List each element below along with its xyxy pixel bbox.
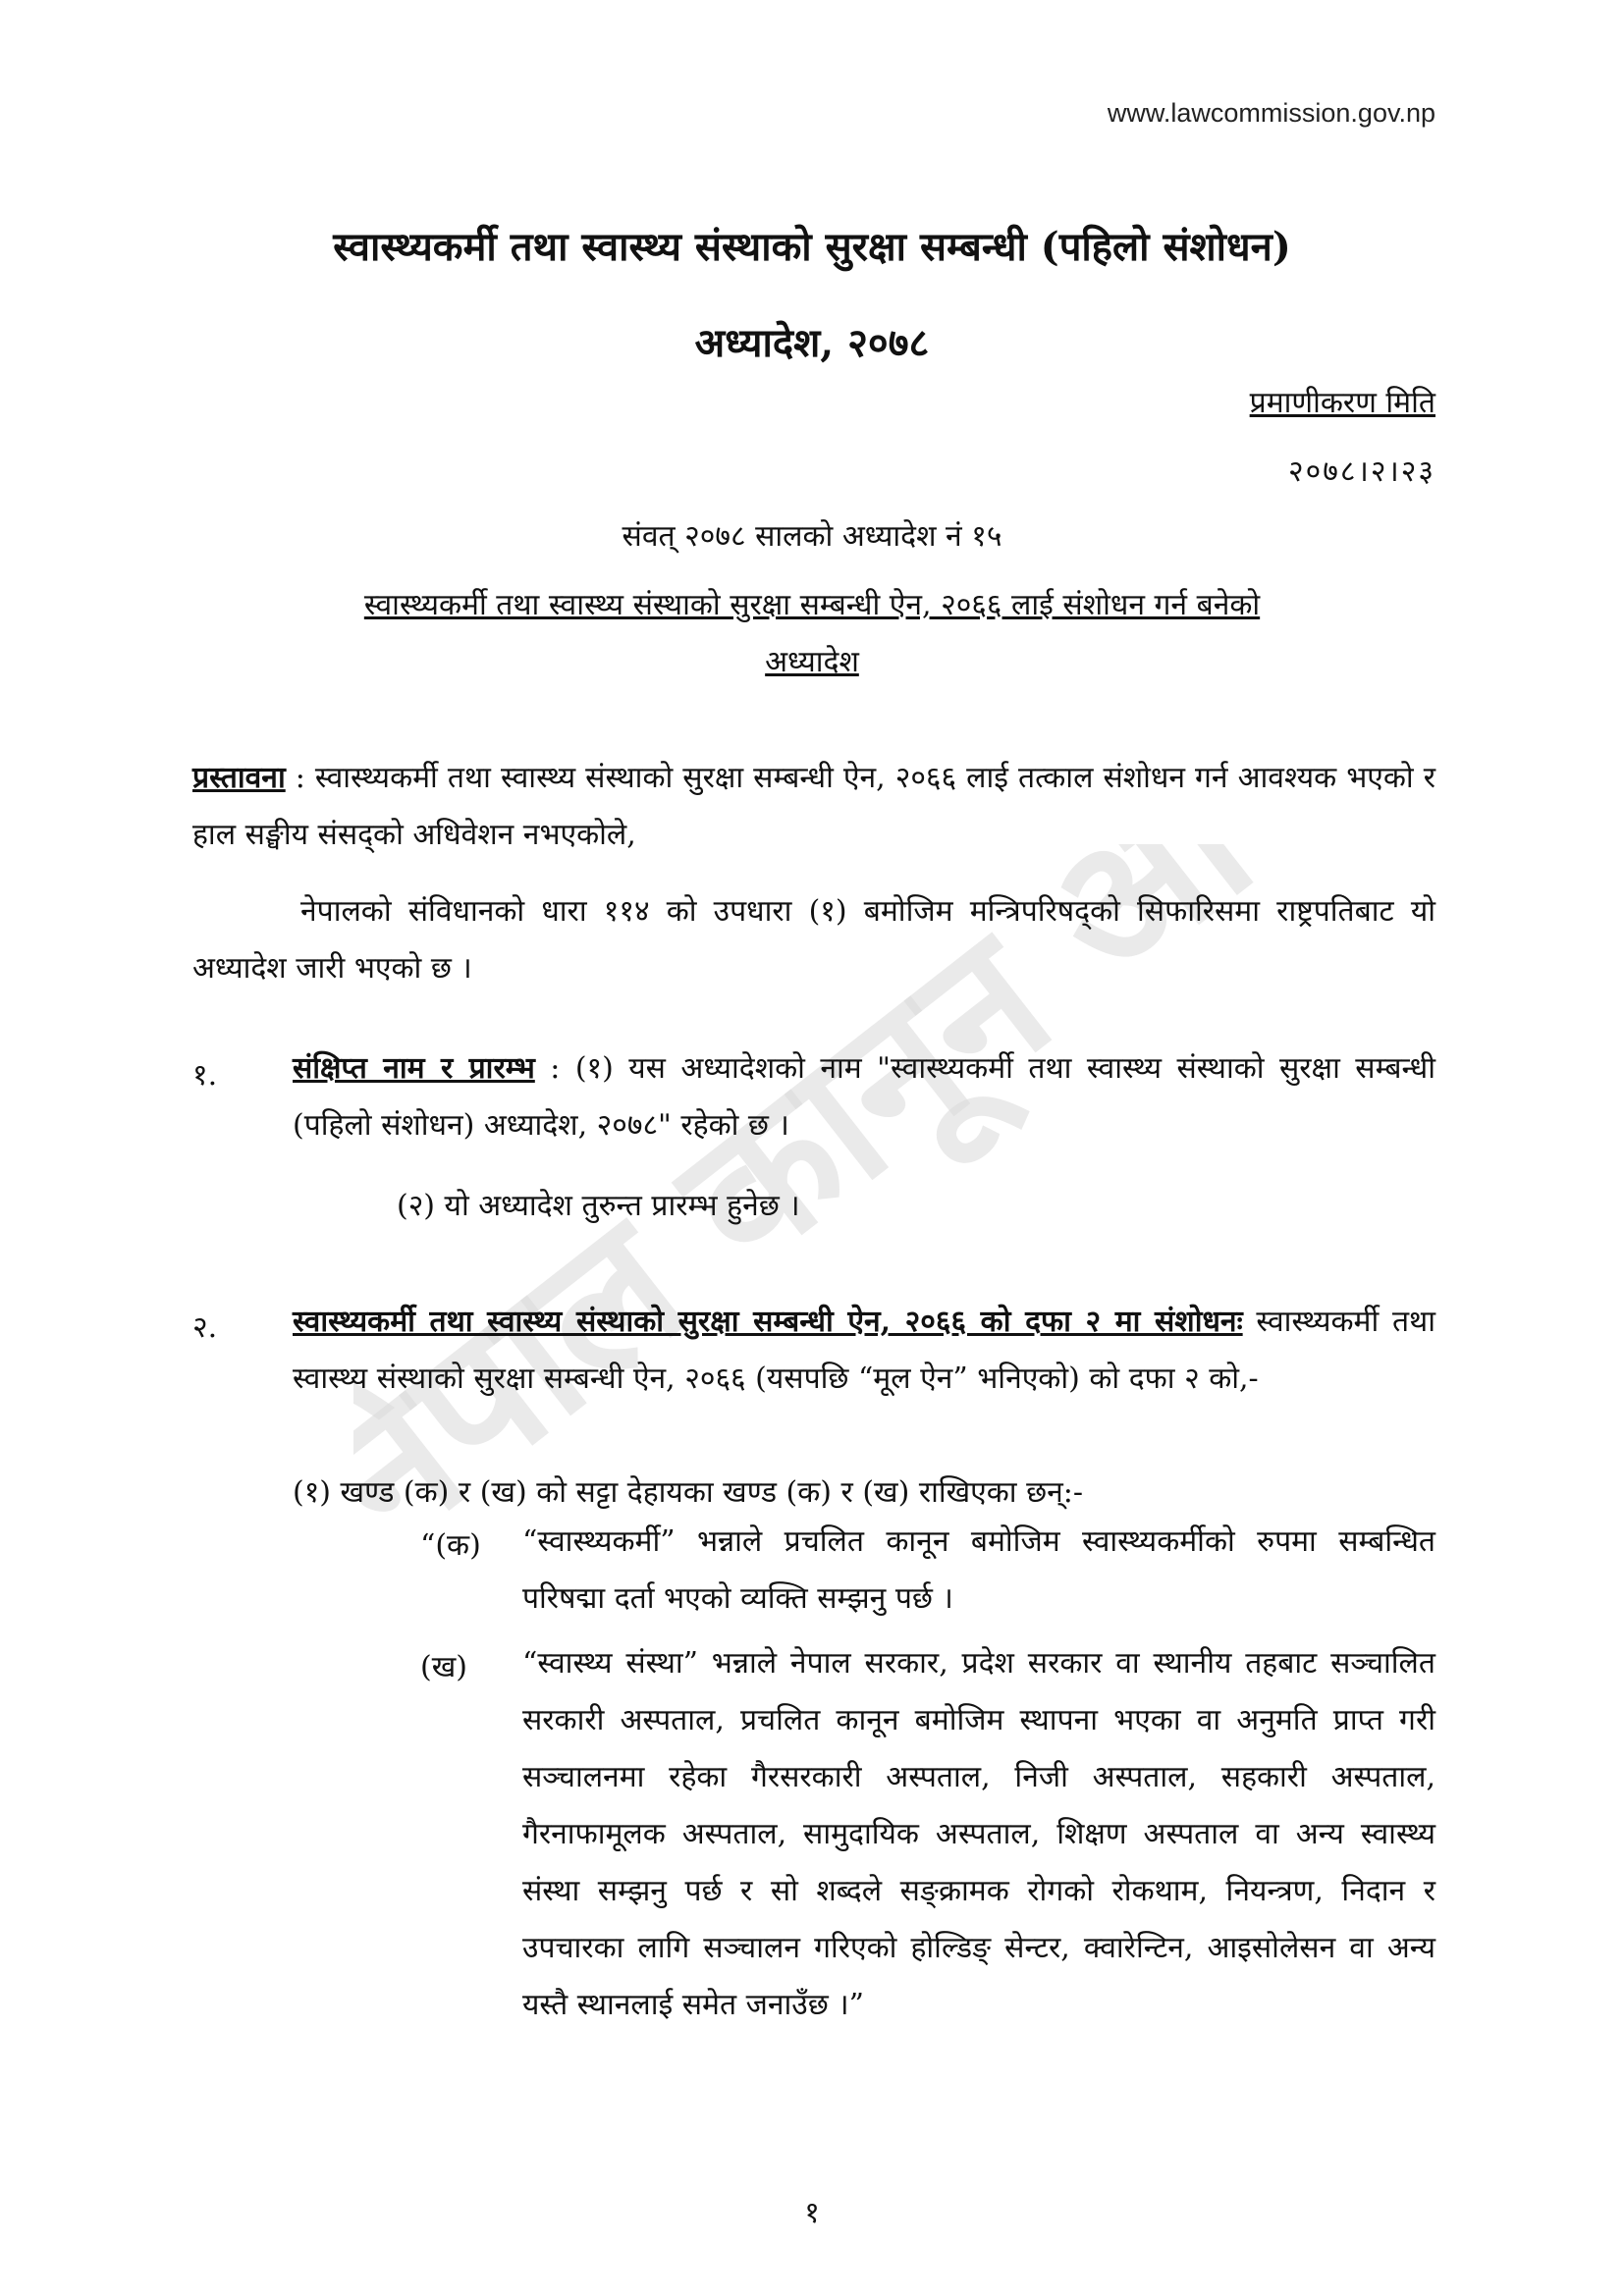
section-1-text: : (१) यस अध्यादेशको नाम "स्वास्थ्यकर्मी तथा स्वास्थ्य संस्थाको सुरक्षा सम्बन्धी (पहिलो संशोधन) अध्यादेश, २०७८" रहेको छ । [293, 1051, 1435, 1143]
authentication-date: २०७८।२।२३ [1288, 454, 1435, 489]
clause-ka-marker: “(क) [420, 1528, 481, 1563]
section-2-body [293, 1294, 1435, 1408]
section-2-subsection-1: (१) खण्ड (क) र (ख) को सट्टा देहायका खण्ड (क) र (ख) राखिएका छन्:- [293, 1475, 1084, 1510]
ordinance-title: स्वास्थ्यकर्मी तथा स्वास्थ्य संस्थाको सुरक्षा सम्बन्धी ऐन, २०६६ लाई संशोधन गर्न बनेको [363, 588, 1261, 622]
section-2-heading: स्वास्थ्यकर्मी तथा स्वास्थ्य संस्थाको सुरक्षा सम्बन्धी ऐन, २०६६ को दफा २ मा संशोधनः [293, 1305, 1243, 1339]
preamble-text: : स्वास्थ्यकर्मी तथा स्वास्थ्य संस्थाको सुरक्षा सम्बन्धी ऐन, २०६६ लाई तत्काल संशोधन गर्न आवश्यक भएको र हाल सङ्घीय संसद्को अधिवेशन नभएकोले, [192, 761, 1435, 852]
clause-ka-text: “स्वास्थ्यकर्मी” भन्नाले प्रचलित कानून बमोजिम स्वास्थ्यकर्मीको रुपमा सम्बन्धित परिषद्मा दर्ता भएको व्यक्ति सम्झनु पर्छ । [522, 1524, 1435, 1616]
preamble-label: प्रस्तावना [192, 761, 286, 795]
section-1-heading: संक्षिप्त नाम र प्रारम्भ [293, 1051, 535, 1086]
preamble [192, 750, 1435, 864]
ordinance-title-cont: अध्यादेश [765, 645, 859, 679]
page-number: १ [804, 2196, 820, 2230]
svg-text:नेपाल कानून आयोग: नेपाल कानून [353, 892, 1089, 1586]
section-2-text: स्वास्थ्यकर्मी तथा स्वास्थ्य संस्थाको सुरक्षा सम्बन्धी ऐन, २०६६ (यसपछि “मूल ऐन” भनिएको) को दफा २ को,- [293, 1305, 1435, 1396]
section-2-number: २. [192, 1310, 218, 1345]
document-title: स्वास्थ्यकर्मी तथा स्वास्थ्य संस्थाको सुरक्षा सम्बन्धी (पहिलो संशोधन) [333, 224, 1291, 270]
site-url: www.lawcommission.gov.np [1107, 98, 1435, 128]
section-1-body [293, 1041, 1435, 1154]
section-1-number: १. [192, 1058, 218, 1093]
document-title-year: अध्यादेश, २०७८ [694, 320, 930, 366]
ordinance-number: संवत् २०७८ सालको अध्यादेश नं १५ [622, 519, 1002, 554]
section-1-subsection-2: (२) यो अध्यादेश तुरुन्त प्रारम्भ हुनेछ । [397, 1189, 800, 1223]
preamble-recital: नेपालको संविधानको धारा ११४ को उपधारा (१) बमोजिम मन्त्रिपरिषद्को सिफारिसमा राष्ट्रपतिबाट यो अध्यादेश जारी भएको छ । [192, 894, 1435, 986]
clause-kha-marker: (ख) [420, 1650, 467, 1684]
authentication-label: प्रमाणीकरण मिति [1249, 386, 1435, 420]
clause-kha-text: “स्वास्थ्य संस्था” भन्नाले नेपाल सरकार, प्रदेश सरकार वा स्थानीय तहबाट सञ्चालित सरकारी अस्पताल, प्रचलित कानून बमोजिम स्थापना भएका वा अनुमति प्राप्त गरी सञ्चालनमा रहेका गैरसरकारी अस्पताल, निजी अस्पताल, सहकारी अस्पताल, गैरनाफामूलक अस्पताल, सामुदायिक अस्पताल, शिक्षण अस्पताल वा अन्य स्वास्थ्य संस्था सम्झनु पर्छ र सो शब्दले सङ्क्रामक रोगको रोकथाम, नियन्त्रण, निदान र उपचारका लागि सञ्चालन गरिएको होल्डिङ् सेन्टर, क्वारेन्टिन, आइसोलेसन वा अन्य यस्तै स्थानलाई समेत जनाउँछ ।” [522, 1646, 1435, 2022]
